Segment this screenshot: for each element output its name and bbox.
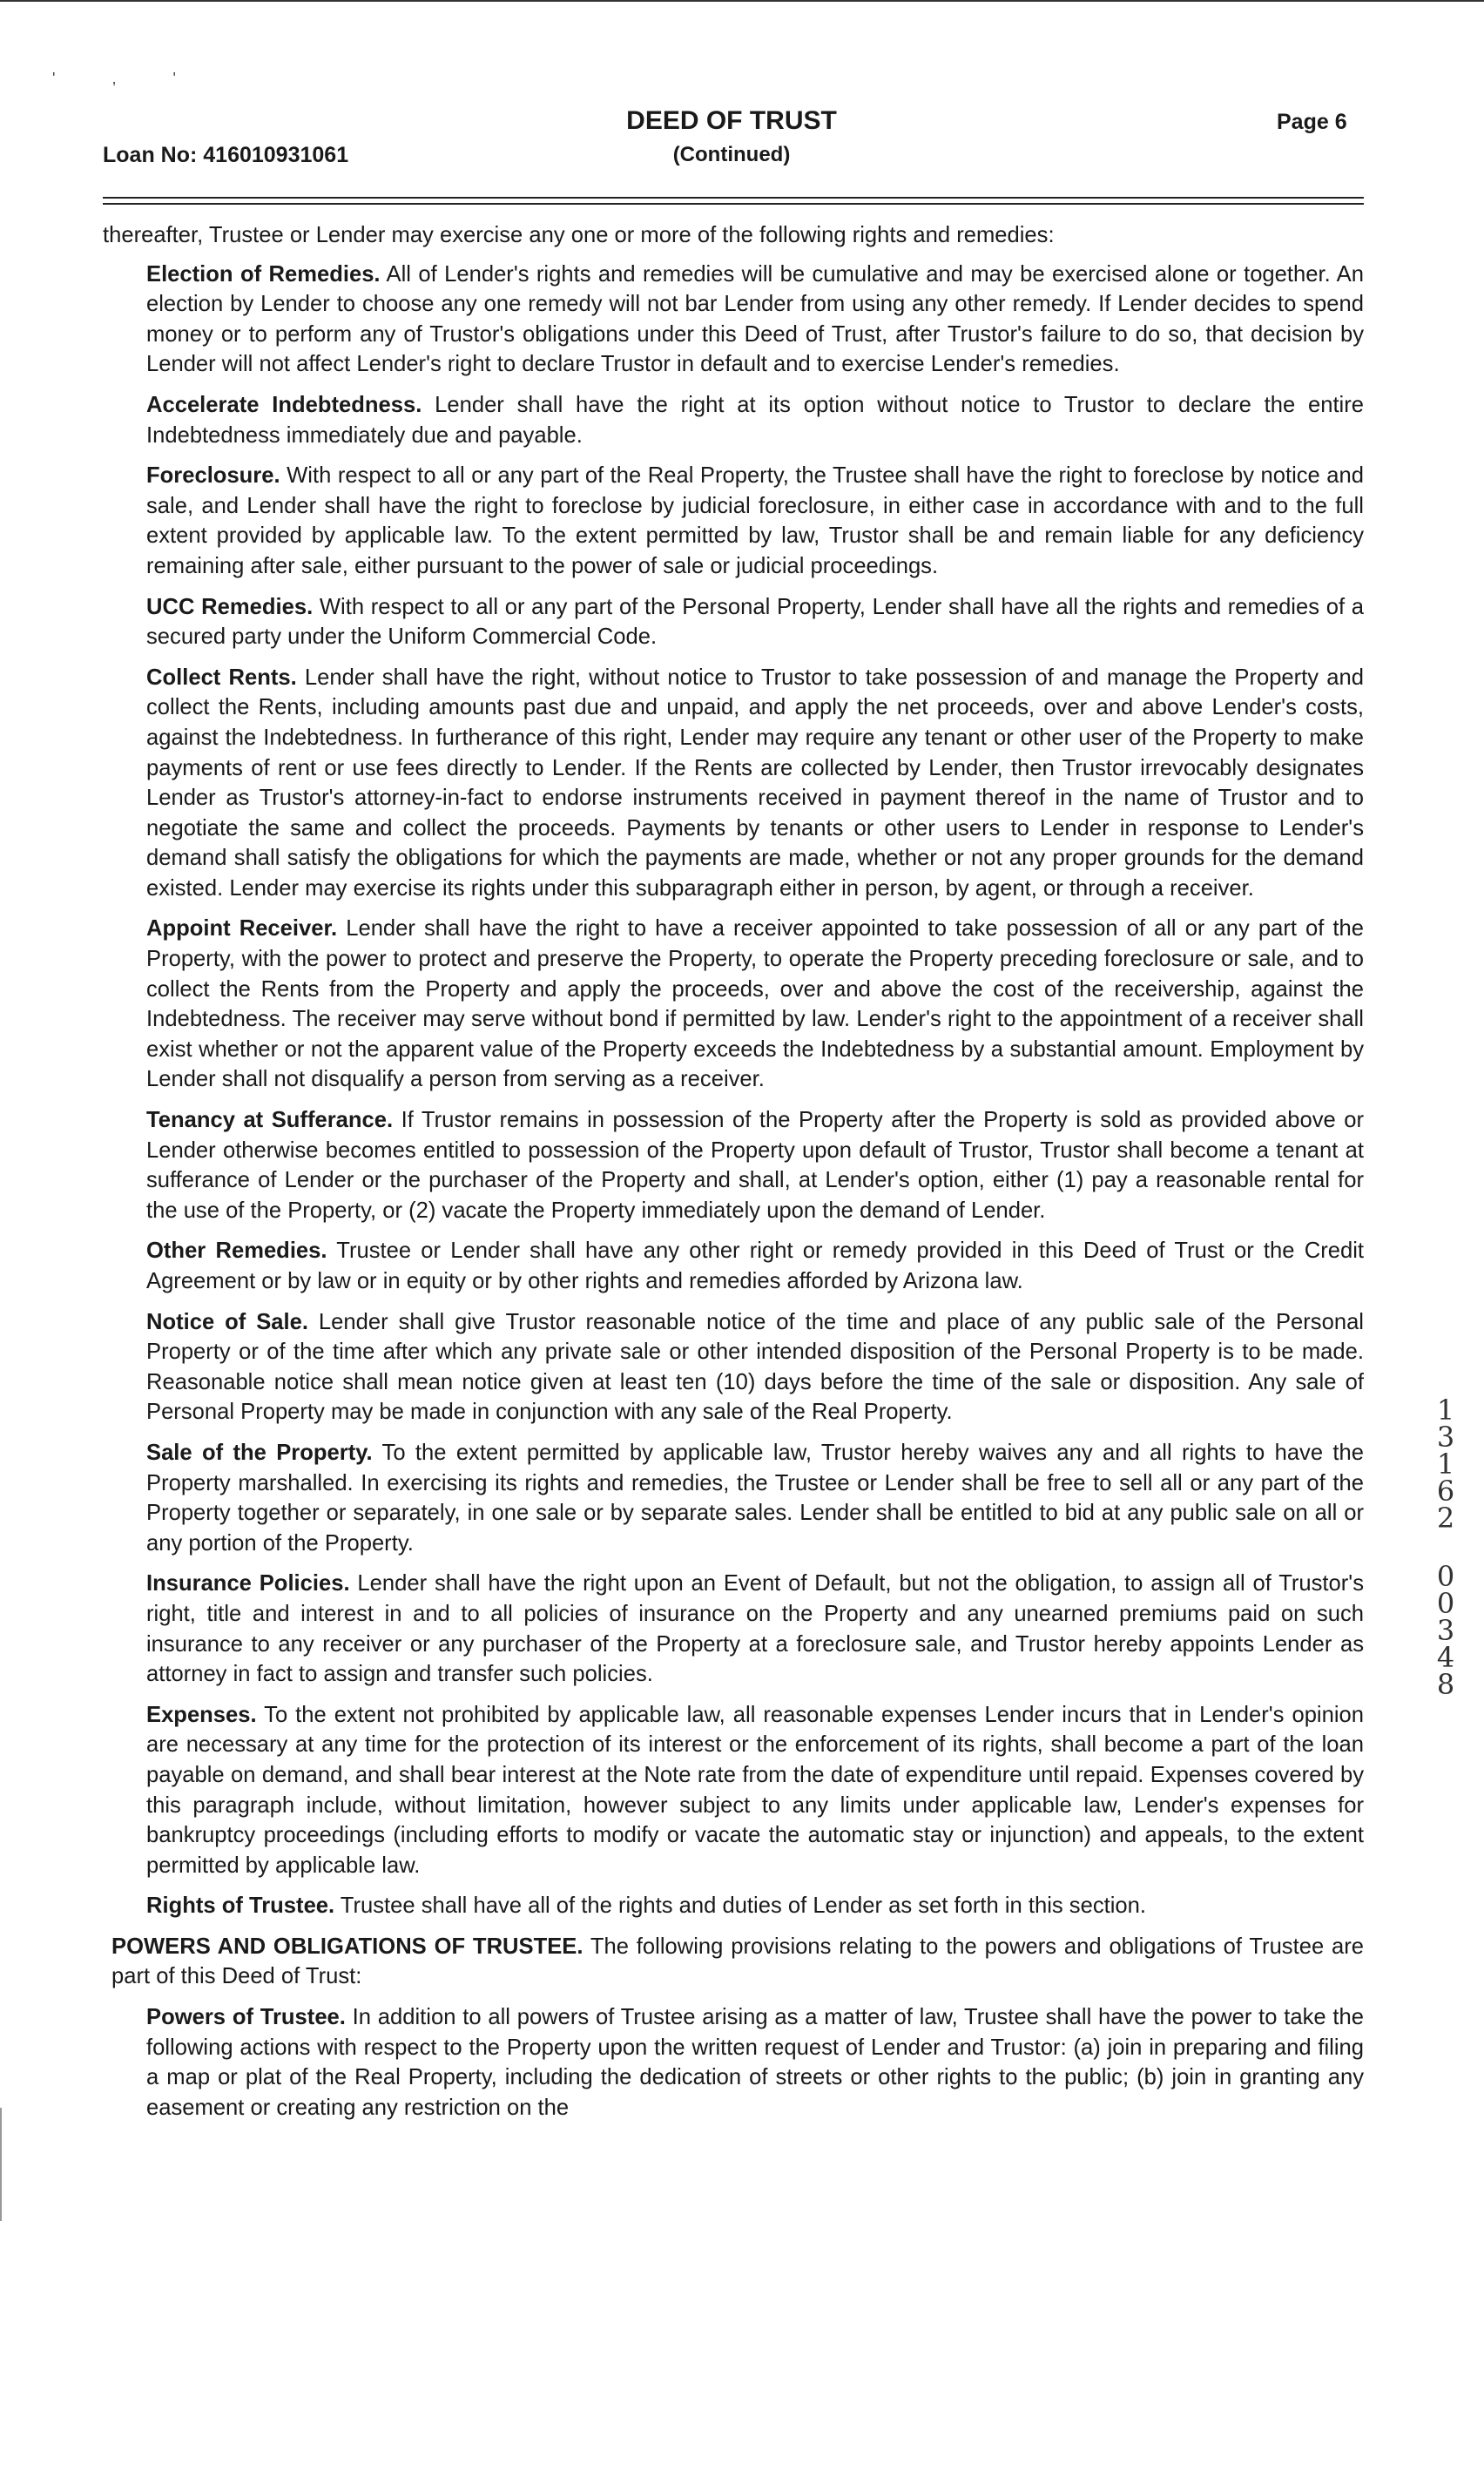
section-term: Appoint Receiver. bbox=[146, 916, 338, 942]
section-term: Powers of Trustee. bbox=[146, 2005, 346, 2030]
section-text: Lender shall give Trustor reasonable notice of the time and place of any public sale of the Personal Property or of the time after which any private sale or other intended disposition of the Personal Property is to be made. Reasonable notice shall mean notice given at least ten (10) days before the time of the sale or disposition. Any sale of Personal Property may be made in conjunction with any sale of the Real Property. bbox=[146, 1309, 1364, 1425]
major-heading-term: POWERS AND OBLIGATIONS OF TRUSTEE. bbox=[111, 1934, 583, 1959]
section-text: To the extent permitted by applicable law, Trustor hereby waives any and all rights to have the Property marshalled. In exercising its rights and remedies, the Trustee or Lender shall be free to sell all or any part of the Property together or separately, in one sale or by separate sales. Lender shall be entitled to bid at any public sale on all or any portion of the Property. bbox=[146, 1440, 1364, 1556]
section-insurance-policies bbox=[146, 1569, 1364, 1689]
section-rights-of-trustee bbox=[146, 1891, 1364, 1921]
section-text: With respect to all or any part of the Personal Property, Lender shall have all the rights and remedies of a secured party under the Uniform Commercial Code. bbox=[146, 594, 1364, 650]
margin-digit: 8 bbox=[1436, 1668, 1455, 1701]
section-foreclosure bbox=[146, 461, 1364, 581]
header-rule-bottom bbox=[103, 203, 1364, 205]
section-accelerate-indebtedness bbox=[146, 390, 1364, 450]
section-term: UCC Remedies. bbox=[146, 594, 314, 619]
margin-digit: 1 bbox=[1436, 1448, 1455, 1481]
section-election-of-remedies bbox=[146, 260, 1364, 380]
recording-margin-number bbox=[1428, 1394, 1463, 1701]
scan-specks: ' , ' bbox=[52, 70, 202, 87]
section-term: Insurance Policies. bbox=[146, 1571, 350, 1596]
section-text: Lender shall have the right at its option without notice to Trustor to declare the entire Indebtedness immediately due and payable. bbox=[146, 392, 1364, 448]
powers-and-obligations-heading bbox=[103, 1932, 1364, 1992]
margin-gap bbox=[1428, 1532, 1463, 1563]
document-subtitle: (Continued) bbox=[672, 143, 791, 166]
section-text: In addition to all powers of Trustee arising as a matter of law, Trustee shall have the power to take the following actions with respect to the Property upon the written request of Lender and Trustor: (a) join in preparing and filing a map or plat of the Real Property, including the dedication of streets or other rights to the public; (b) join in granting any easement or creating any restriction on the bbox=[146, 2005, 1364, 2120]
section-powers-of-trustee bbox=[146, 2002, 1364, 2123]
document-title: DEED OF TRUST bbox=[626, 106, 837, 135]
section-tenancy-at-sufferance bbox=[146, 1105, 1364, 1225]
margin-digit: 3 bbox=[1436, 1614, 1455, 1647]
section-notice-of-sale bbox=[146, 1307, 1364, 1428]
section-term: Foreclosure. bbox=[146, 463, 280, 489]
margin-digit: 1 bbox=[1436, 1394, 1455, 1427]
section-term: Rights of Trustee. bbox=[146, 1893, 335, 1919]
section-text: If Trustor remains in possession of the Property after the Property is sold as provided above or Lender otherwise becomes entitled to possession of the Property upon default of Trustor, Trustor shall become a tenant at sufferance of Lender or the purchaser of the Property and shall, at Lender's option, either (1) pay a reasonable rental for the use of the Property, or (2) vacate the Property immediately upon the demand of Lender. bbox=[146, 1108, 1364, 1223]
section-text: Lender shall have the right to have a receiver appointed to take possession of all or any part of the Property, with the power to protect and preserve the Property, to operate the Property preceding foreclosure or sale, and to collect the Rents from the Property and apply the proceeds, over and above the cost of the receivership, against the Indebtedness. The receiver may serve without bond if permitted by law. Lender's right to the appointment of a receiver shall exist whether or not the apparent value of the Property exceeds the Indebtedness by a substantial amount. Employment by Lender shall not disqualify a person from serving as a receiver. bbox=[146, 916, 1365, 1092]
header-rule-top bbox=[103, 197, 1364, 199]
margin-digit: 6 bbox=[1436, 1475, 1455, 1508]
section-term: Tenancy at Sufferance. bbox=[146, 1108, 394, 1133]
section-text: With respect to all or any part of the Real Property, the Trustee shall have the right to foreclose by notice and sale, and Lender shall have the right to foreclose by judicial foreclosure, in either case in accordance with and to the full extent provided by applicable law. To the extent permitted by law, Trustor shall be and remain liable for any deficiency remaining after sale, either pursuant to the power of sale or judicial proceedings. bbox=[146, 463, 1364, 578]
document-body bbox=[103, 220, 1364, 2133]
section-sale-of-the-property bbox=[146, 1438, 1364, 1558]
margin-digit: 3 bbox=[1436, 1421, 1455, 1454]
section-term: Accelerate Indebtedness. bbox=[146, 392, 422, 417]
section-term: Notice of Sale. bbox=[146, 1309, 308, 1334]
section-term: Sale of the Property. bbox=[146, 1440, 373, 1465]
section-text: Trustee or Lender shall have any other right or remedy provided in this Deed of Trust or the Credit Agreement or by law or in equity or by other rights and remedies afforded by Arizona law. bbox=[146, 1239, 1364, 1293]
margin-digit: 0 bbox=[1436, 1587, 1455, 1620]
intro-paragraph: thereafter, Trustee or Lender may exercise any one or more of the following rights and remedies: bbox=[103, 223, 1055, 247]
section-collect-rents bbox=[146, 663, 1364, 904]
section-ucc-remedies bbox=[146, 592, 1364, 652]
major-heading-text: The following provisions relating to the powers and obligations of Trustee are part of this Deed of Trust: bbox=[111, 1934, 1364, 1989]
section-term: Expenses. bbox=[146, 1702, 257, 1727]
section-text: Trustee shall have all of the rights and duties of Lender as set forth in this section. bbox=[334, 1893, 1147, 1919]
top-edge-rule bbox=[0, 0, 1484, 2]
loan-number: Loan No: 416010931061 bbox=[103, 143, 349, 167]
section-text: To the extent not prohibited by applicable law, all reasonable expenses Lender incurs that in Lender's opinion are necessary at any time for the protection of its interest or the enforcement of its rights, shall become a part of the loan payable on demand, and shall bear interest at the Note rate from the date of expenditure until repaid. Expenses covered by this paragraph include, without limitation, however subject to any limits under applicable law, Lender's expenses for bankruptcy proceedings (including efforts to modify or vacate the automatic stay or injunction) and appeals, to the extent permitted by applicable law. bbox=[146, 1702, 1364, 1878]
left-edge-scan-mark bbox=[0, 2108, 2, 2221]
section-text: Lender shall have the right upon an Event of Default, but not the obligation, to assign all of Trustor's right, title and interest in and to all policies of insurance on the Property and any unearned premiums paid on such insurance to any receiver or any purchaser of the Property at a foreclosure sale, and Trustor hereby appoints Lender as attorney in fact to assign and transfer such policies. bbox=[146, 1571, 1364, 1687]
margin-digit: 0 bbox=[1436, 1560, 1455, 1593]
section-term: Other Remedies. bbox=[146, 1239, 327, 1264]
section-other-remedies bbox=[146, 1236, 1364, 1296]
margin-digit: 4 bbox=[1436, 1641, 1455, 1674]
section-appoint-receiver bbox=[146, 914, 1364, 1095]
section-text: Lender shall have the right, without notice to Trustor to take possession of and manage the Property and collect the Rents, including amounts past due and unpaid, and apply the net proceeds, over and above Lender's costs, against the Indebtedness. In furtherance of this right, Lender may require any tenant or other user of the Property to make payments of rent or use fees directly to Lender. If the Rents are collected by Lender, then Trustor irrevocably designates Lender as Trustor's attorney-in-fact to endorse instruments received in payment thereof in the name of Trustor and to negotiate the same and collect the proceeds. Payments by tenants or other users to Lender in response to Lender's demand shall satisfy the obligations for which the payments are made, whether or not any proper grounds for the demand existed. Lender may exercise its rights under this subparagraph either in person, by agent, or through a receiver. bbox=[146, 665, 1364, 901]
section-text: All of Lender's rights and remedies will be cumulative and may be exercised alone or together. An election by Lender to choose any one remedy will not bar Lender from using any other remedy. If Lender decides to spend money or to perform any of Trustor's obligations under this Deed of Trust, after Trustor's failure to do so, that decision by Lender will not affect Lender's right to declare Trustor in default and to exercise Lender's remedies. bbox=[146, 261, 1364, 377]
section-term: Collect Rents. bbox=[146, 665, 297, 690]
margin-digit: 2 bbox=[1436, 1502, 1455, 1535]
section-expenses bbox=[146, 1700, 1364, 1881]
section-term: Election of Remedies. bbox=[146, 261, 381, 287]
page-number: Page 6 bbox=[1277, 110, 1347, 134]
